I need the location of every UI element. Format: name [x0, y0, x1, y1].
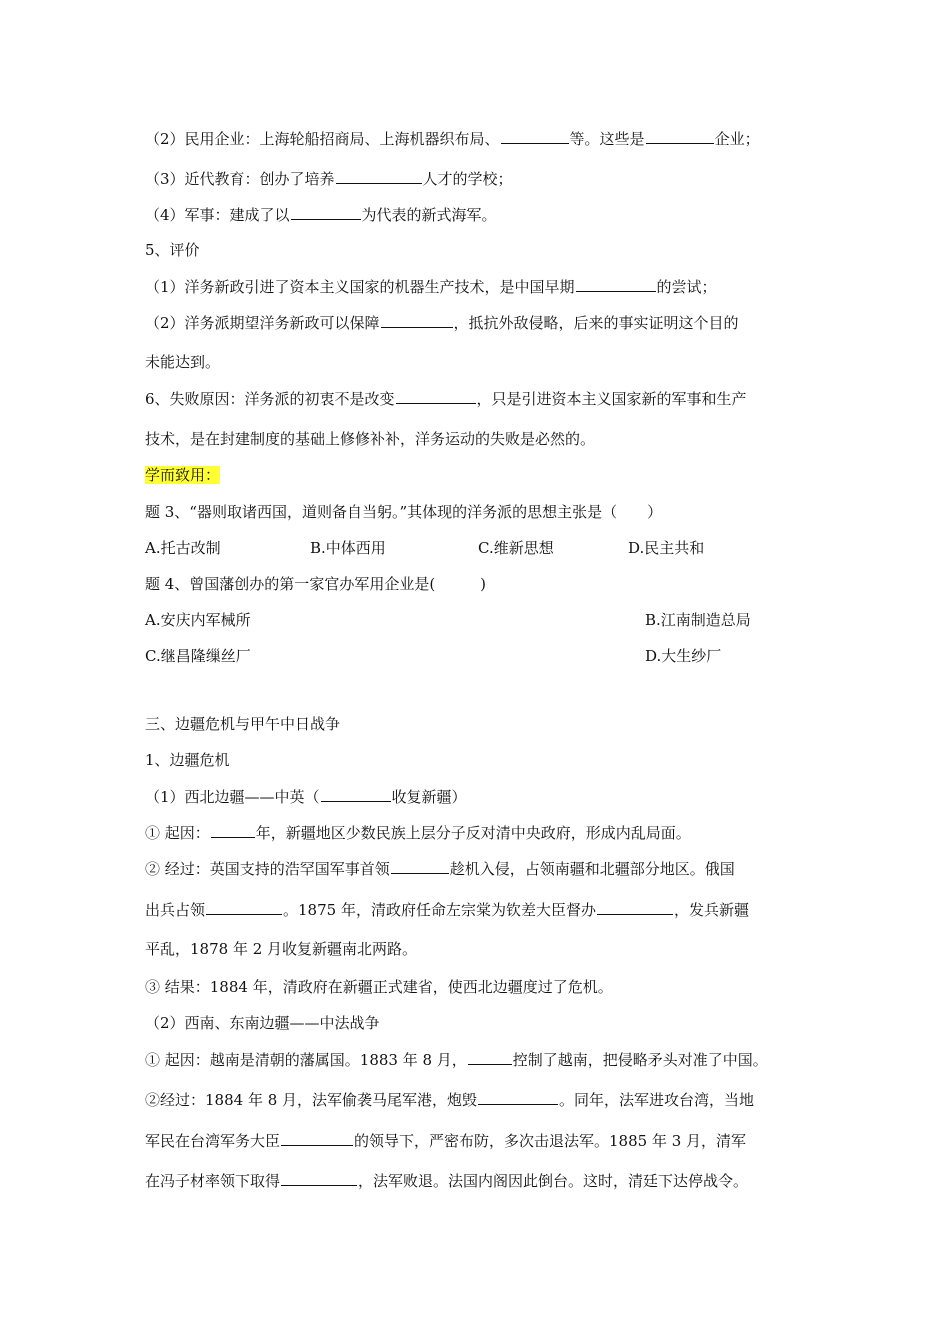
text-line: 平乱，1878 年 2 月收复新疆南北两路。 — [145, 940, 418, 958]
text: 。1875 年，清政府任命左宗棠为钦差大臣督办 — [283, 901, 596, 919]
text: ②经过：1884 年 8 月，法军偷袭马尾军港，炮毁 — [145, 1091, 478, 1109]
fill-blank — [281, 1170, 357, 1186]
option-a: A.安庆内军械所 — [145, 611, 251, 629]
fill-blank — [281, 1130, 353, 1146]
text-line — [145, 276, 717, 297]
option-c: C.继昌隆缫丝厂 — [145, 647, 251, 665]
option-a: A.托古改制 — [145, 539, 221, 557]
text: 的领导下，严密布防，多次击退法军。1885 年 3 月，清军 — [354, 1132, 747, 1150]
fill-blank — [597, 899, 673, 915]
text: 军民在台湾军务大臣 — [145, 1132, 281, 1150]
highlighted-text: 学而致用： — [145, 466, 221, 484]
text: ，发兵新疆 — [673, 901, 749, 919]
fill-blank — [381, 312, 453, 328]
fill-blank — [468, 1049, 512, 1065]
option-b: B.中体西用 — [310, 539, 386, 557]
text: 的尝试； — [656, 278, 717, 296]
text: （2）民用企业：上海轮船招商局、上海机器织布局、 — [145, 130, 500, 148]
text: （1）西北边疆——中英（ — [145, 788, 320, 806]
fill-blank — [396, 388, 476, 404]
text: 为代表的新式海军。 — [361, 206, 497, 224]
section-heading: 三、边疆危机与甲午中日战争 — [145, 715, 341, 733]
highlight-heading — [145, 465, 220, 485]
text: 年，新疆地区少数民族上层分子反对清中央政府，形成内乱局面。 — [255, 824, 691, 842]
fill-blank — [478, 1089, 558, 1105]
text-line — [145, 388, 747, 409]
text: ，抵抗外敌侵略，后来的事实证明这个目的 — [453, 314, 739, 332]
text: 在冯子材率领下取得 — [145, 1172, 281, 1190]
text-line — [145, 312, 739, 333]
text-line — [145, 204, 497, 225]
text-line — [145, 786, 467, 807]
fill-blank — [576, 276, 656, 292]
text-line — [145, 1130, 746, 1151]
text: 等。这些是 — [569, 130, 645, 148]
text: 。同年，法军进攻台湾，当地 — [559, 1091, 755, 1109]
fill-blank — [646, 128, 714, 144]
option-d: D.民主共和 — [628, 539, 705, 557]
text: 控制了越南，把侵略矛头对准了中国。 — [512, 1051, 768, 1069]
text-line — [145, 1049, 768, 1070]
fill-blank — [336, 168, 422, 184]
text: 人才的学校； — [422, 170, 513, 188]
text: ，法军败退。法国内阁因此倒台。这时，清廷下达停战令。 — [358, 1172, 749, 1190]
text-line — [145, 858, 735, 879]
text: （2）洋务派期望洋务新政可以保障 — [145, 314, 380, 332]
text-line: 未能达到。 — [145, 353, 221, 371]
text: 趁机入侵，占领南疆和北疆部分地区。俄国 — [449, 860, 735, 878]
text: （4）军事：建成了以 — [145, 206, 290, 224]
text: 出兵占领 — [145, 901, 206, 919]
text-line — [145, 168, 513, 189]
text: （3）近代教育：创办了培养 — [145, 170, 335, 188]
text: ① 起因：越南是清朝的藩属国。1883 年 8 月， — [145, 1051, 467, 1069]
fill-blank — [211, 822, 255, 838]
text-line — [145, 1170, 748, 1191]
option-d: D.大生纱厂 — [645, 647, 722, 665]
text-line: ③ 结果：1884 年，清政府在新疆正式建省，使西北边疆度过了危机。 — [145, 978, 613, 996]
option-c: C.维新思想 — [478, 539, 554, 557]
text-line — [145, 128, 760, 149]
text-line: 技术，是在封建制度的基础上修修补补，洋务运动的失败是必然的。 — [145, 430, 596, 448]
text: 企业； — [714, 130, 760, 148]
text: ② 经过：英国支持的浩罕国军事首领 — [145, 860, 390, 878]
text: ，只是引进资本主义国家新的军事和生产 — [476, 390, 747, 408]
text-line — [145, 822, 691, 843]
text: 收复新疆） — [391, 788, 467, 806]
fill-blank — [391, 858, 449, 874]
fill-blank — [501, 128, 569, 144]
text-line — [145, 1089, 754, 1110]
text: 6、失败原因：洋务派的初衷不是改变 — [145, 390, 395, 408]
text-line — [145, 899, 749, 920]
subsection-heading: （2）西南、东南边疆——中法战争 — [145, 1014, 380, 1032]
text: （1）洋务新政引进了资本主义国家的机器生产技术，是中国早期 — [145, 278, 575, 296]
question-stem: 题 4、曾国藩创办的第一家官办军用企业是( ) — [145, 575, 487, 593]
fill-blank — [321, 786, 391, 802]
subsection-heading: 1、边疆危机 — [145, 751, 230, 769]
option-b: B.江南制造总局 — [645, 611, 751, 629]
fill-blank — [206, 899, 282, 915]
section-heading: 5、评价 — [145, 241, 200, 259]
question-stem: 题 3、“器则取诸西国，道则备自当躬。”其体现的洋务派的思想主张是（ ） — [145, 503, 663, 521]
text: ① 起因： — [145, 824, 210, 842]
fill-blank — [291, 204, 361, 220]
